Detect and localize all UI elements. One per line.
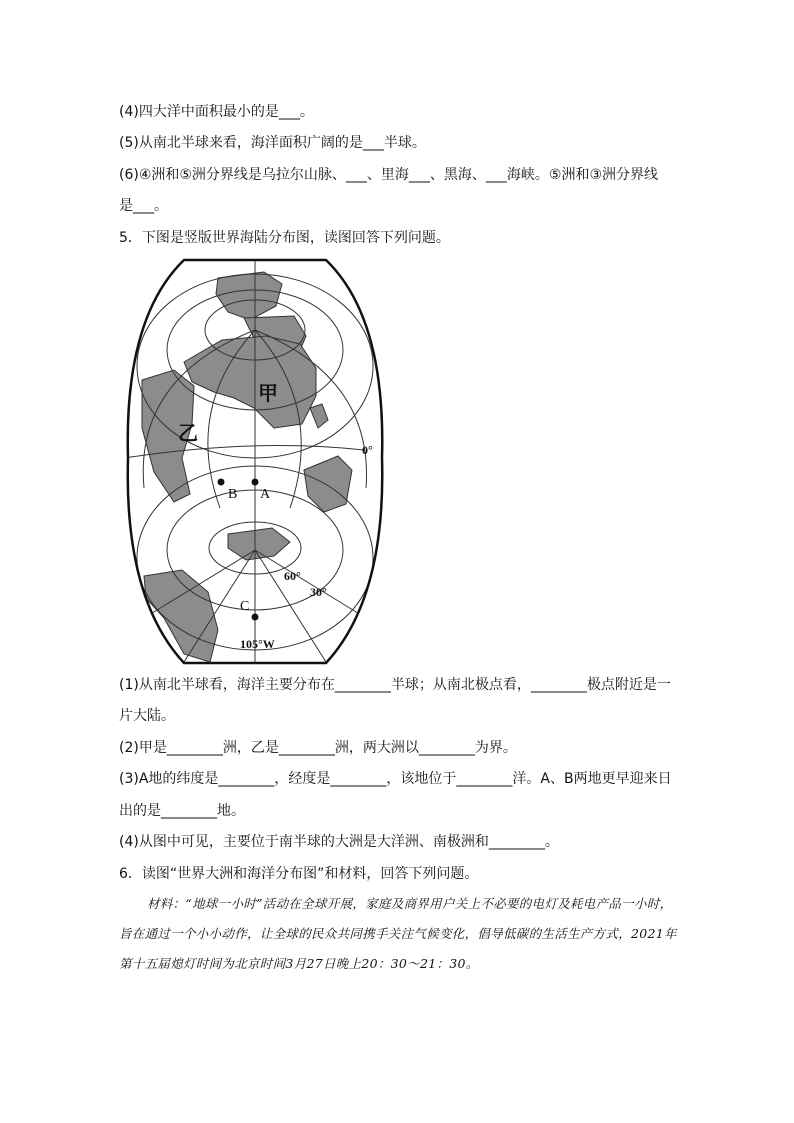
question-5-part-2: (2)甲是________洲，乙是________洲，两大洲以________为界。 xyxy=(119,740,517,756)
material-text: 材料：“地球一小时”活动在全球开展，家庭及商界用户关上不必要的电灯及耗电产品一小时，旨在通过一个小小动作，让全球的民众共同携手关注气候变化，倡导低碳的生活生产方式，2021年第十五届熄灯时间为北京时间3月27日晚上20：30～21：30。 xyxy=(119,896,677,971)
question-4-part-6-line1: (6)④洲和⑤洲分界线是乌拉尔山脉、___、里海___、黑海、___海峡。⑤洲和③洲分界线 xyxy=(119,167,659,183)
label-longitude: 105°W xyxy=(240,637,275,651)
southeast-islands-land xyxy=(310,404,328,428)
question-5-stem: 5．下图是竖版世界海陆分布图，读图回答下列问题。 xyxy=(119,230,450,246)
question-4-part-6-line2: 是___。 xyxy=(119,198,168,214)
label-lat-60: 60° xyxy=(284,569,301,583)
label-yi: 乙 xyxy=(178,423,198,445)
label-point-c: C xyxy=(240,599,250,614)
label-lat-30: 30° xyxy=(310,585,327,599)
point-b-marker xyxy=(218,479,225,486)
question-5-part-3-line2: 出的是________地。 xyxy=(119,803,245,819)
point-a-marker xyxy=(252,479,259,486)
world-land-sea-map xyxy=(124,258,386,666)
question-5-part-1-line2: 片大陆。 xyxy=(119,708,175,724)
question-6-stem: 6．读图“世界大洲和海洋分布图”和材料，回答下列问题。 xyxy=(119,866,479,882)
south-america-land xyxy=(144,570,218,662)
label-equator: 0° xyxy=(362,443,373,457)
question-5-part-3-line1: (3)A地的纬度是________，经度是________，该地位于________洋。A、B两地更早迎来日 xyxy=(119,771,672,787)
question-5-part-4: (4)从图中可见，主要位于南半球的大洲是大洋洲、南极洲和________。 xyxy=(119,834,559,850)
question-4-part-4: (4)四大洋中面积最小的是___。 xyxy=(119,104,314,120)
greenland-land xyxy=(216,272,282,320)
question-5-part-1-line1: (1)从南北半球看，海洋主要分布在________半球；从南北极点看，________极点附近是一 xyxy=(119,677,671,693)
eurasia-land xyxy=(184,336,316,428)
label-point-b: B xyxy=(228,487,238,502)
question-6-material xyxy=(119,889,679,979)
label-jia: 甲 xyxy=(258,383,278,405)
point-c-marker xyxy=(252,614,259,621)
question-4-part-5: (5)从南北半球来看，海洋面积广阔的是___半球。 xyxy=(119,135,426,151)
label-point-a: A xyxy=(260,487,271,502)
antarctica-land xyxy=(228,528,290,560)
